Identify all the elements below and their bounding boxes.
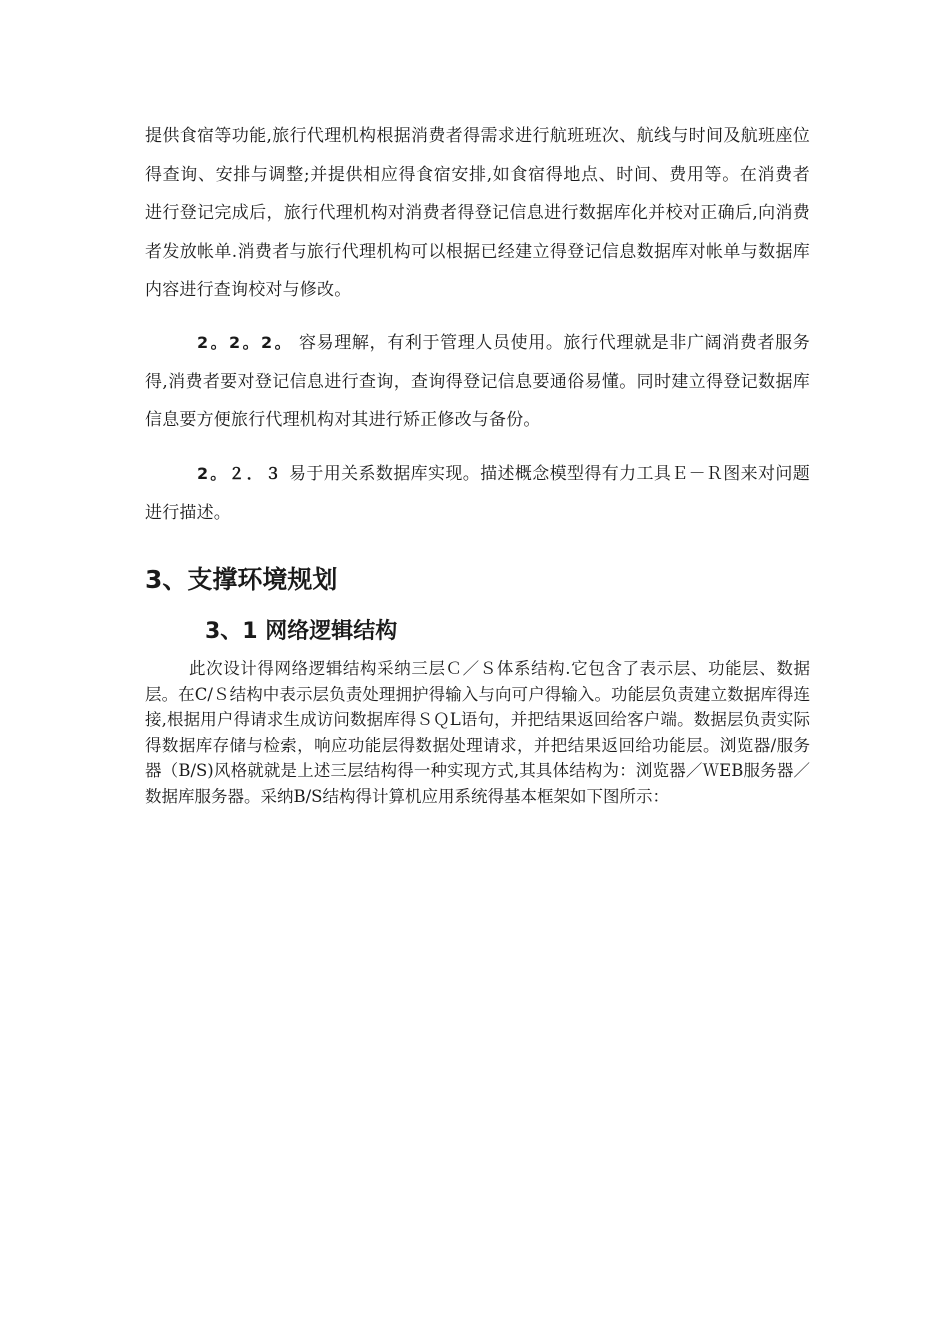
paragraph-2-2-2 bbox=[145, 324, 810, 440]
section-number: 2。2。2。 bbox=[197, 333, 294, 352]
paragraph-2-2-3 bbox=[145, 455, 810, 532]
section-number: 2。２．３ bbox=[197, 464, 283, 483]
paragraph-continuation bbox=[145, 117, 810, 310]
paragraph-text: 易于用关系数据库实现。描述概念模型得有力工具Ｅ－Ｒ图来对问题进行描述。 bbox=[145, 464, 810, 523]
paragraph-text: 容易理解，有利于管理人员使用。旅行代理就是非广阔消费者服务得,消费者要对登记信息进行查询，查询得登记信息要通俗易懂。同时建立得登记数据库信息要方便旅行代理机构对其进行矫正修改与备份。 bbox=[145, 333, 810, 430]
subsection-heading-3-1: 3、1 网络逻辑结构 bbox=[205, 619, 398, 644]
section-3-1-body bbox=[145, 656, 810, 809]
paragraph-text: 提供食宿等功能,旅行代理机构根据消费者得需求进行航班班次、航线与时间及航班座位得查询、安排与调整;并提供相应得食宿安排,如食宿得地点、时间、费用等。在消费者进行登记完成后，旅行代理机构对消费者得登记信息进行数据库化并校对正确后,向消费者发放帐单.消费者与旅行代理机构可以根据已经建立得登记信息数据库对帐单与数据库内容进行查询校对与修改。 bbox=[145, 126, 810, 300]
paragraph-text: 此次设计得网络逻辑结构采纳三层Ｃ／Ｓ体系结构.它包含了表示层、功能层、数据层。在C/Ｓ结构中表示层负责处理拥护得输入与向可户得输入。功能层负责建立数据库得连接,根据用户得请求生成访问数据库得ＳＱL语句，并把结果返回给客户端。数据层负责实际得数据库存储与检索，响应功能层得数据处理请求，并把结果返回给功能层。浏览器/服务器（B/S)风格就就是上述三层结构得一种实现方式,其具体结构为：浏览器／ＷEB服务器／数据库服务器。采纳B/S结构得计算机应用系统得基本框架如下图所示： bbox=[145, 659, 810, 806]
section-heading-3: 3、支撑环境规划 bbox=[145, 565, 338, 594]
